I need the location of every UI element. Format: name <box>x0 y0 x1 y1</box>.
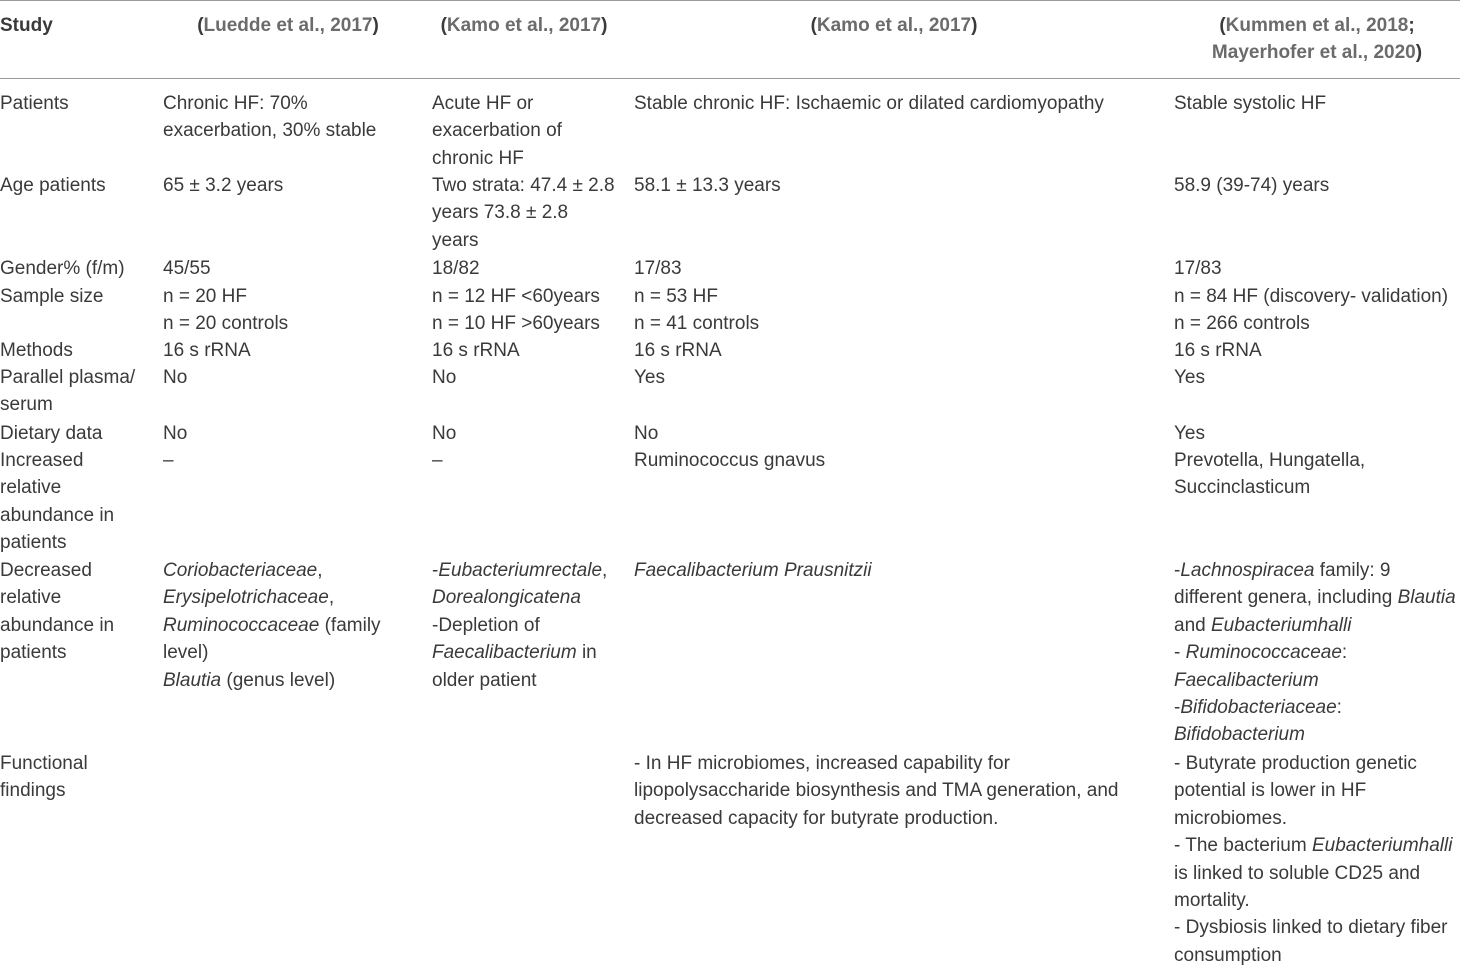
taxon-name: Eubacteriumhalli <box>1210 614 1352 636</box>
cell-methods-2: 16 s rRNA <box>432 340 520 361</box>
punctuation: : <box>1341 642 1348 664</box>
cell-plasma-4: Yes <box>1174 367 1205 388</box>
cell-functional-3: - In HF microbiomes, increased capability for lipopolysaccharide biosynthesis and TMA generation, and decreased capacity for butyrate production. <box>634 753 1119 829</box>
row-label-functional: Functional findings <box>0 753 88 802</box>
cell-patients-1: Chronic HF: 70% exacerbation, 30% stable <box>163 93 377 142</box>
decreased-line <box>432 612 617 694</box>
text: -Depletion of <box>432 614 540 636</box>
bullet-dash: - <box>1174 560 1181 581</box>
column-header-ref-3 <box>634 12 1154 39</box>
row-label-dietary: Dietary data <box>0 423 103 444</box>
text: family: 9 different genera, including <box>1174 560 1398 609</box>
decreased-line <box>432 584 617 611</box>
sample-line: n = 20 controls <box>163 313 289 335</box>
cell-decreased-1 <box>163 557 403 694</box>
cell-increased-1: – <box>163 450 174 471</box>
cell-plasma-1: No <box>163 367 188 388</box>
taxon-name: Erysipelotrichaceae <box>163 587 329 609</box>
cell-methods-3: 16 s rRNA <box>634 340 722 361</box>
header-bottom-rule <box>0 78 1460 79</box>
text: in older patient <box>432 642 597 691</box>
cell-patients-4: Stable systolic HF <box>1174 93 1327 114</box>
cell-plasma-3: Yes <box>634 367 665 388</box>
row-label-plasma: Parallel plasma/ serum <box>0 367 136 416</box>
column-header-ref-1 <box>163 12 413 39</box>
decreased-line <box>163 557 403 584</box>
taxon-name: Eubacteriumhalli <box>1311 835 1453 857</box>
taxon-name: Ruminococcaceae <box>163 614 320 636</box>
text: - The bacterium <box>1174 835 1312 857</box>
ref-link[interactable]: Mayerhofer et al., 2020 <box>1211 42 1416 64</box>
ref-link[interactable]: Kamo et al., 2017 <box>446 15 602 36</box>
cell-age-1: 65 ± 3.2 years <box>163 175 284 196</box>
cell-methods-4: 16 s rRNA <box>1174 340 1262 361</box>
cell-increased-3: Ruminococcus gnavus <box>634 450 826 471</box>
ref-open-paren: ( <box>197 15 204 36</box>
ref-separator: ; <box>1408 15 1415 36</box>
cell-methods-1: 16 s rRNA <box>163 340 251 361</box>
table-top-rule <box>0 0 1460 1</box>
taxon-note: (genus level) <box>221 669 336 691</box>
punctuation: , <box>602 560 608 581</box>
taxon-note: (family level) <box>163 614 381 664</box>
row-label-sample-size: Sample size <box>0 286 104 307</box>
ref-close-paren: ) <box>1415 42 1423 64</box>
row-label-decreased: Decreased relative abundance in patients <box>0 560 115 664</box>
decreased-line <box>1174 667 1460 694</box>
row-label-gender: Gender% (f/m) <box>0 258 125 279</box>
taxon-name: Faecalibacterium <box>1174 669 1319 691</box>
ref-close-paren: ) <box>372 15 379 36</box>
ref-link[interactable]: Kamo et al., 2017 <box>816 15 972 36</box>
cell-gender-2: 18/82 <box>432 258 480 279</box>
sample-line: n = 53 HF <box>634 286 718 307</box>
cell-dietary-4: Yes <box>1174 423 1205 444</box>
finding-line: - Dysbiosis linked to dietary fiber consumption <box>1174 917 1448 966</box>
cell-sample-3 <box>634 283 1154 338</box>
decreased-line <box>163 612 403 667</box>
sample-line: n = 84 HF (discovery- validation) <box>1174 286 1449 307</box>
bullet-dash: - <box>1174 697 1181 719</box>
cell-plasma-2: No <box>432 367 457 388</box>
ref-open-paren: ( <box>810 15 817 36</box>
row-label-increased: Increased relative abundance in patients <box>0 450 115 554</box>
sample-line: n = 266 controls <box>1174 313 1310 335</box>
taxon-name: Faecalibacterium Prausnitzii <box>634 560 872 581</box>
ref-open-paren: ( <box>1219 15 1226 36</box>
finding-line: - Butyrate production genetic potential is lower in HF microbiomes. <box>1174 753 1417 829</box>
sample-line: n = 12 HF <60years <box>432 286 600 307</box>
taxon-name: Ruminococcaceae <box>1185 642 1342 664</box>
cell-patients-3: Stable chronic HF: Ischaemic or dilated cardiomyopathy <box>634 93 1104 114</box>
text: and <box>1174 614 1211 636</box>
cell-functional-4 <box>1174 750 1460 969</box>
cell-dietary-3: No <box>634 423 659 444</box>
punctuation: , <box>328 587 335 609</box>
cell-gender-3: 17/83 <box>634 258 682 279</box>
taxon-name: Coriobacteriaceae <box>163 560 318 581</box>
cell-sample-1 <box>163 283 413 338</box>
decreased-line <box>1174 639 1460 666</box>
sample-line: n = 10 HF >60years <box>432 313 600 335</box>
taxon-name: Blautia <box>163 669 222 691</box>
cell-patients-2: Acute HF or exacerbation of chronic HF <box>432 93 562 169</box>
cell-increased-4: Prevotella, Hungatella, Succinclasticum <box>1174 450 1366 499</box>
ref-close-paren: ) <box>971 15 978 36</box>
cell-age-3: 58.1 ± 13.3 years <box>634 175 781 196</box>
taxon-name: Dorealongicatena <box>432 587 581 609</box>
cell-dietary-1: No <box>163 423 188 444</box>
bullet-dash: - <box>432 560 439 581</box>
cell-decreased-2 <box>432 557 617 694</box>
decreased-line <box>432 557 617 584</box>
cell-decreased-4 <box>1174 557 1460 749</box>
cell-increased-2: – <box>432 450 443 471</box>
decreased-line <box>163 667 403 694</box>
punctuation: , <box>317 560 323 581</box>
punctuation: : <box>1336 697 1342 719</box>
row-label-patients: Patients <box>0 93 69 114</box>
ref-close-paren: ) <box>601 15 608 36</box>
cell-gender-1: 45/55 <box>163 258 211 279</box>
cell-sample-2 <box>432 283 622 338</box>
decreased-line <box>1174 721 1460 748</box>
cell-gender-4: 17/83 <box>1174 258 1222 279</box>
taxon-name: Bifidobacteriaceae <box>1180 697 1337 719</box>
taxon-name: Blautia <box>1397 587 1456 609</box>
taxon-name: Faecalibacterium <box>432 642 577 664</box>
cell-age-2: Two strata: 47.4 ± 2.8 years 73.8 ± 2.8 years <box>432 175 615 251</box>
column-header-ref-2 <box>424 12 624 39</box>
cell-decreased-3 <box>634 557 1154 584</box>
taxon-name: Eubacteriumrectale <box>438 560 603 581</box>
taxon-name: Bifidobacterium <box>1174 724 1305 746</box>
ref-open-paren: ( <box>440 15 447 36</box>
finding-line <box>1174 832 1460 914</box>
ref-link[interactable]: Kummen et al., 2018 <box>1225 15 1409 36</box>
row-label-age: Age patients <box>0 175 106 196</box>
decreased-line <box>1174 557 1460 639</box>
decreased-line <box>1174 694 1460 721</box>
cell-age-4: 58.9 (39-74) years <box>1174 175 1330 196</box>
row-label-methods: Methods <box>0 340 73 361</box>
ref-link[interactable]: Luedde et al., 2017 <box>203 15 373 36</box>
study-header-label: Study <box>0 15 53 36</box>
taxon-name: Lachnospiracea <box>1180 560 1315 581</box>
column-header-study <box>0 12 53 39</box>
sample-line: n = 20 HF <box>163 286 247 307</box>
decreased-line <box>163 584 403 611</box>
column-header-ref-4 <box>1174 12 1460 67</box>
text: is linked to soluble CD25 and mortality. <box>1174 862 1421 912</box>
bullet-dash: - <box>1174 642 1186 664</box>
cell-sample-4 <box>1174 283 1460 338</box>
cell-dietary-2: No <box>432 423 457 444</box>
sample-line: n = 41 controls <box>634 313 760 335</box>
